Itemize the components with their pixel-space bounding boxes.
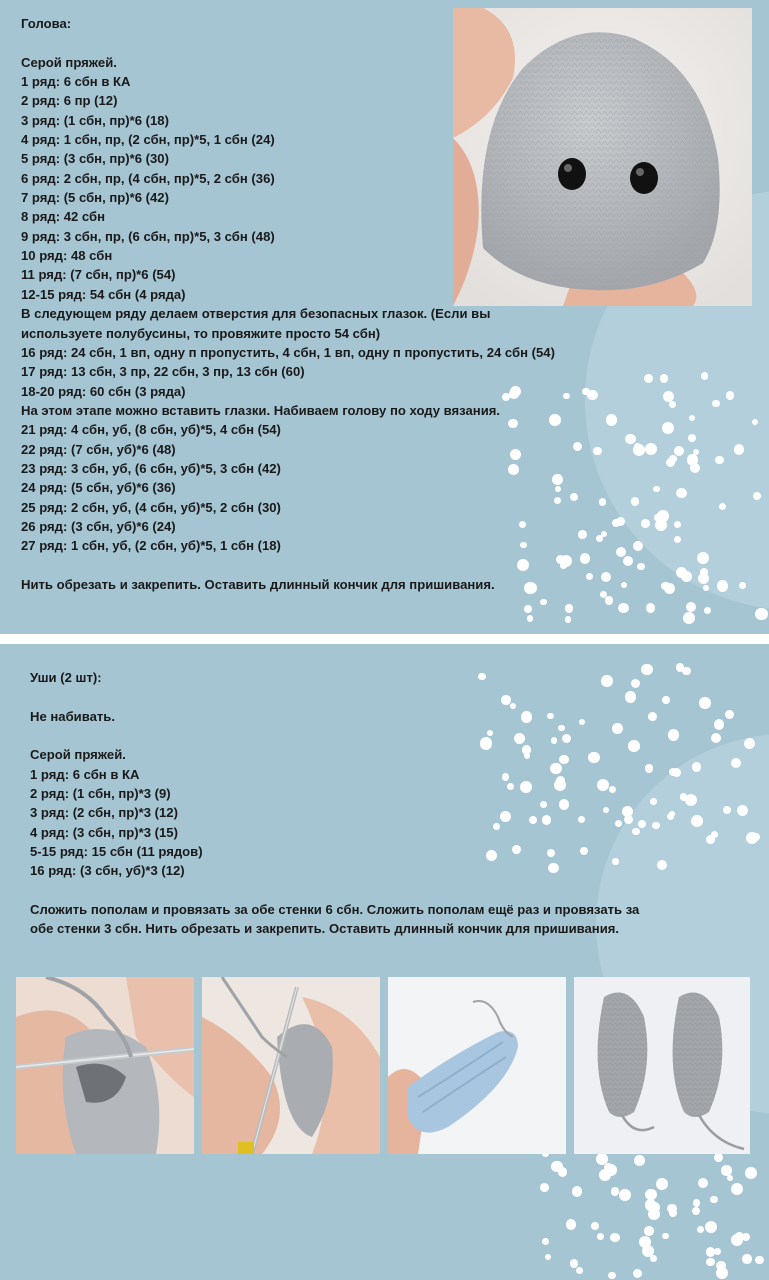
decor-dot (693, 449, 699, 455)
pattern-line: 7 ряд: (5 сбн, пр)*6 (42) (21, 190, 169, 206)
decor-dot (687, 454, 699, 466)
decor-dot (674, 521, 681, 528)
decor-dot (570, 493, 579, 502)
decor-dot (593, 447, 602, 456)
decor-dot (599, 498, 606, 505)
decor-dot (698, 573, 710, 585)
left-eye-icon (558, 158, 586, 190)
decor-dot (745, 1167, 757, 1179)
decor-dot (662, 422, 674, 434)
pattern-line: 11 ряд: (7 сбн, пр)*6 (54) (21, 267, 176, 283)
decor-dot (731, 1183, 743, 1195)
decor-dot (744, 738, 755, 749)
decor-dot (641, 664, 653, 676)
decor-dot (693, 1199, 700, 1206)
pattern-line: 18-20 ряд: 60 сбн (3 ряда) (21, 383, 186, 399)
decor-dot (586, 573, 593, 580)
decor-dot (734, 444, 744, 454)
decor-dot (650, 798, 657, 805)
decor-dot (646, 603, 656, 613)
pattern-line: 27 ряд: 1 сбн, уб, (2 сбн, уб)*5, 1 сбн (18) (21, 538, 281, 554)
decor-dot (699, 697, 711, 709)
decor-dot (623, 556, 633, 566)
decor-dot (697, 552, 709, 564)
decor-dot (644, 1226, 653, 1235)
decor-dot (685, 794, 697, 806)
decor-dot (674, 446, 684, 456)
finished-ears-photo (574, 977, 750, 1154)
decor-dot (692, 1207, 700, 1215)
decor-dot (645, 443, 657, 455)
decor-dot (676, 488, 686, 498)
pattern-line: используете полубусины, то провяжите просто 54 сбн) (21, 325, 381, 341)
decor-dot (668, 729, 680, 741)
pattern-line: Голова: (21, 16, 72, 31)
decor-dot (697, 1226, 704, 1233)
decor-dot (755, 608, 767, 620)
decor-dot (706, 1258, 715, 1267)
decor-dot (563, 393, 569, 399)
decor-dot (698, 1178, 708, 1188)
decor-dot (662, 1233, 669, 1240)
pattern-line: 21 ряд: 4 сбн, уб, (8 сбн, уб)*5, 4 сбн (54) (21, 422, 281, 438)
pattern-line: 10 ряд: 48 сбн (21, 248, 113, 264)
decor-dot (542, 1238, 549, 1245)
decor-dot (752, 419, 758, 425)
pattern-line: 2 ряд: 6 пр (12) (21, 93, 118, 109)
decor-dot (711, 733, 721, 743)
pattern-line: 16 ряд: (3 сбн, уб)*3 (12) (30, 863, 185, 879)
pattern-line: 4 ряд: (3 сбн, пр)*3 (15) (30, 824, 178, 840)
pattern-line (21, 556, 555, 575)
pattern-line (21, 33, 555, 52)
decor-dot (653, 486, 660, 493)
decor-dot (606, 414, 618, 426)
decor-dot (657, 860, 667, 870)
pattern-line: Сложить пополам и провязать за обе стенки 6 сбн. Сложить пополам ещё раз и провязать за (30, 902, 640, 918)
pattern-line: 3 ряд: (1 сбн, пр)*6 (18) (21, 112, 169, 128)
decor-dot (712, 400, 720, 408)
pattern-line: 1 ряд: 6 сбн в КА (21, 74, 131, 90)
pattern-line: 9 ряд: 3 сбн, пр, (6 сбн, пр)*5, 3 сбн (48) (21, 228, 275, 244)
decor-dot (726, 391, 735, 400)
decor-dot (633, 541, 643, 551)
decor-dot (667, 813, 674, 820)
pattern-line: 8 ряд: 42 сбн (21, 209, 106, 225)
decor-dot (582, 388, 589, 395)
pattern-line (30, 687, 639, 706)
pattern-line: 4 ряд: 1 сбн, пр, (2 сбн, пр)*5, 1 сбн (24) (21, 132, 275, 148)
decor-dot (691, 815, 703, 827)
decor-dot (719, 503, 726, 510)
decor-dot (703, 585, 709, 591)
decor-dot (580, 553, 591, 564)
decor-dot (742, 1254, 752, 1264)
pattern-line: 1 ряд: 6 сбн в КА (30, 766, 140, 782)
ear-step-photo-2 (202, 977, 380, 1154)
decor-dot (681, 571, 692, 582)
decor-dot (545, 1254, 551, 1260)
decor-dot (527, 615, 533, 621)
decor-dot (669, 401, 676, 408)
pattern-line: Не набивать. (30, 708, 115, 724)
decor-dot (560, 555, 572, 567)
pattern-line: 12-15 ряд: 54 сбн (4 ряда) (21, 286, 186, 302)
decor-dot (731, 1234, 743, 1246)
decor-dot (597, 1233, 604, 1240)
decor-dot (664, 583, 675, 594)
pattern-line: Уши (2 шт): (30, 670, 102, 685)
ear-step-photo-1 (16, 977, 194, 1154)
decor-dot (619, 1189, 631, 1201)
decor-dot (753, 492, 761, 500)
decor-dot (605, 596, 614, 605)
decor-dot (634, 1155, 645, 1166)
decor-dot (608, 1272, 616, 1280)
decor-dot (660, 374, 668, 382)
decor-dot (648, 712, 657, 721)
decor-dot (572, 1186, 583, 1197)
decor-dot (686, 602, 696, 612)
decor-dots (520, 1149, 769, 1280)
decor-dot (692, 762, 701, 771)
pattern-line: 5-15 ряд: 15 сбн (11 рядов) (30, 844, 203, 860)
decor-dot (737, 805, 748, 816)
decor-dot (618, 603, 629, 614)
pattern-line: 26 ряд: (3 сбн, уб)*6 (24) (21, 518, 176, 534)
decor-dot (524, 605, 532, 613)
decor-dot (591, 1222, 599, 1230)
decor-dot (705, 1221, 717, 1233)
decor-dot (565, 616, 571, 622)
decor-dot (633, 1269, 642, 1278)
decor-dot (637, 563, 644, 570)
pattern-line: 3 ряд: (2 сбн, пр)*3 (12) (30, 805, 178, 821)
head-pattern-page (0, 0, 769, 634)
decor-dot (706, 1247, 715, 1256)
decor-dot (652, 822, 659, 829)
decor-dot (631, 497, 639, 505)
decor-dot (714, 1248, 721, 1255)
pattern-line: Серой пряжей. (30, 747, 126, 763)
decor-dot (578, 530, 587, 539)
decor-dot (710, 1196, 717, 1203)
decor-dot (611, 1187, 620, 1196)
decor-dot (711, 831, 718, 838)
decor-dot (655, 519, 667, 531)
decor-dot (682, 667, 691, 676)
decor-dot (739, 582, 747, 590)
pattern-line (30, 726, 639, 745)
pattern-line: обе стенки 3 сбн. Нить обрезать и закрепить. Оставить длинный кончик для пришивания. (30, 921, 620, 937)
decor-dot (610, 1233, 619, 1242)
decor-dot (565, 604, 574, 613)
decor-dot (555, 486, 561, 492)
pattern-line: 17 ряд: 13 сбн, 3 пр, 22 сбн, 3 пр, 13 сбн (60) (21, 364, 305, 380)
decor-dot (601, 531, 607, 537)
decor-dot (621, 582, 627, 588)
decor-dot (566, 1219, 576, 1229)
pattern-line (30, 881, 639, 900)
decor-dot (725, 710, 734, 719)
decor-dot (644, 374, 653, 383)
decor-dot (704, 607, 711, 614)
decor-dot (688, 434, 697, 443)
decor-dot (674, 536, 681, 543)
decor-dot (645, 1189, 656, 1200)
decor-dot (716, 1261, 725, 1270)
decor-dot (540, 599, 547, 606)
decor-dot (714, 719, 725, 730)
decor-dot (746, 832, 758, 844)
pattern-line: 16 ряд: 24 сбн, 1 вп, одну п пропустить, 4 сбн, 1 вп, одну п пропустить, 24 сбн (54) (21, 344, 555, 360)
decor-dot (573, 442, 582, 451)
decor-dot (731, 758, 741, 768)
decor-dot (558, 1167, 568, 1177)
decor-dot (656, 1178, 668, 1190)
decor-dot (599, 1169, 611, 1181)
decor-dot (714, 1153, 723, 1162)
decor-dot (742, 1233, 750, 1241)
decor-dot (576, 1267, 583, 1274)
decor-dot (540, 1183, 549, 1192)
decor-dot (634, 443, 641, 450)
pattern-line: 25 ряд: 2 сбн, уб, (4 сбн, уб)*5, 2 сбн (30) (21, 499, 281, 515)
pattern-line: 2 ряд: (1 сбн, пр)*3 (9) (30, 786, 171, 802)
decor-dot (727, 1175, 733, 1181)
pattern-line: В следующем ряду делаем отверстия для безопасных глазок. (Если вы (21, 306, 491, 322)
decor-dot (667, 1204, 677, 1214)
head-pattern-text (21, 14, 555, 594)
ears-pattern-page (0, 644, 769, 1280)
decor-dot (723, 806, 731, 814)
decor-dot (683, 612, 695, 624)
decor-dot (666, 458, 675, 467)
decor-dot (616, 547, 626, 557)
pattern-line: Серой пряжей. (21, 54, 117, 70)
decor-dot (662, 696, 670, 704)
ear-step-photo-3 (388, 977, 566, 1154)
decor-dot (612, 519, 620, 527)
pattern-line: 5 ряд: (3 сбн, пр)*6 (30) (21, 151, 169, 167)
ears-pattern-text (30, 668, 639, 939)
decor-dot (717, 580, 729, 592)
decor-dot (715, 456, 723, 464)
pattern-line: 23 ряд: 3 сбн, уб, (6 сбн, уб)*5, 3 сбн (42) (21, 460, 281, 476)
decor-dot (701, 372, 708, 379)
right-eye-icon (630, 162, 658, 194)
pattern-line: 22 ряд: (7 сбн, уб)*6 (48) (21, 441, 176, 457)
pattern-line: 24 ряд: (5 сбн, уб)*6 (36) (21, 480, 176, 496)
decor-dot (755, 1256, 763, 1264)
decor-dot (650, 1255, 656, 1261)
decor-dot (641, 519, 650, 528)
decor-dot (689, 415, 695, 421)
decor-dot (669, 768, 677, 776)
decor-dot (721, 1165, 731, 1175)
pattern-line: Нить обрезать и закрепить. Оставить длинный кончик для пришивания. (21, 576, 495, 592)
pattern-line: На этом этапе можно вставить глазки. Набиваем голову по ходу вязания. (21, 402, 501, 418)
pattern-line: 6 ряд: 2 сбн, пр, (4 сбн, пр)*5, 2 сбн (36) (21, 170, 275, 186)
decor-dot (645, 764, 653, 772)
decor-dot (601, 572, 611, 582)
